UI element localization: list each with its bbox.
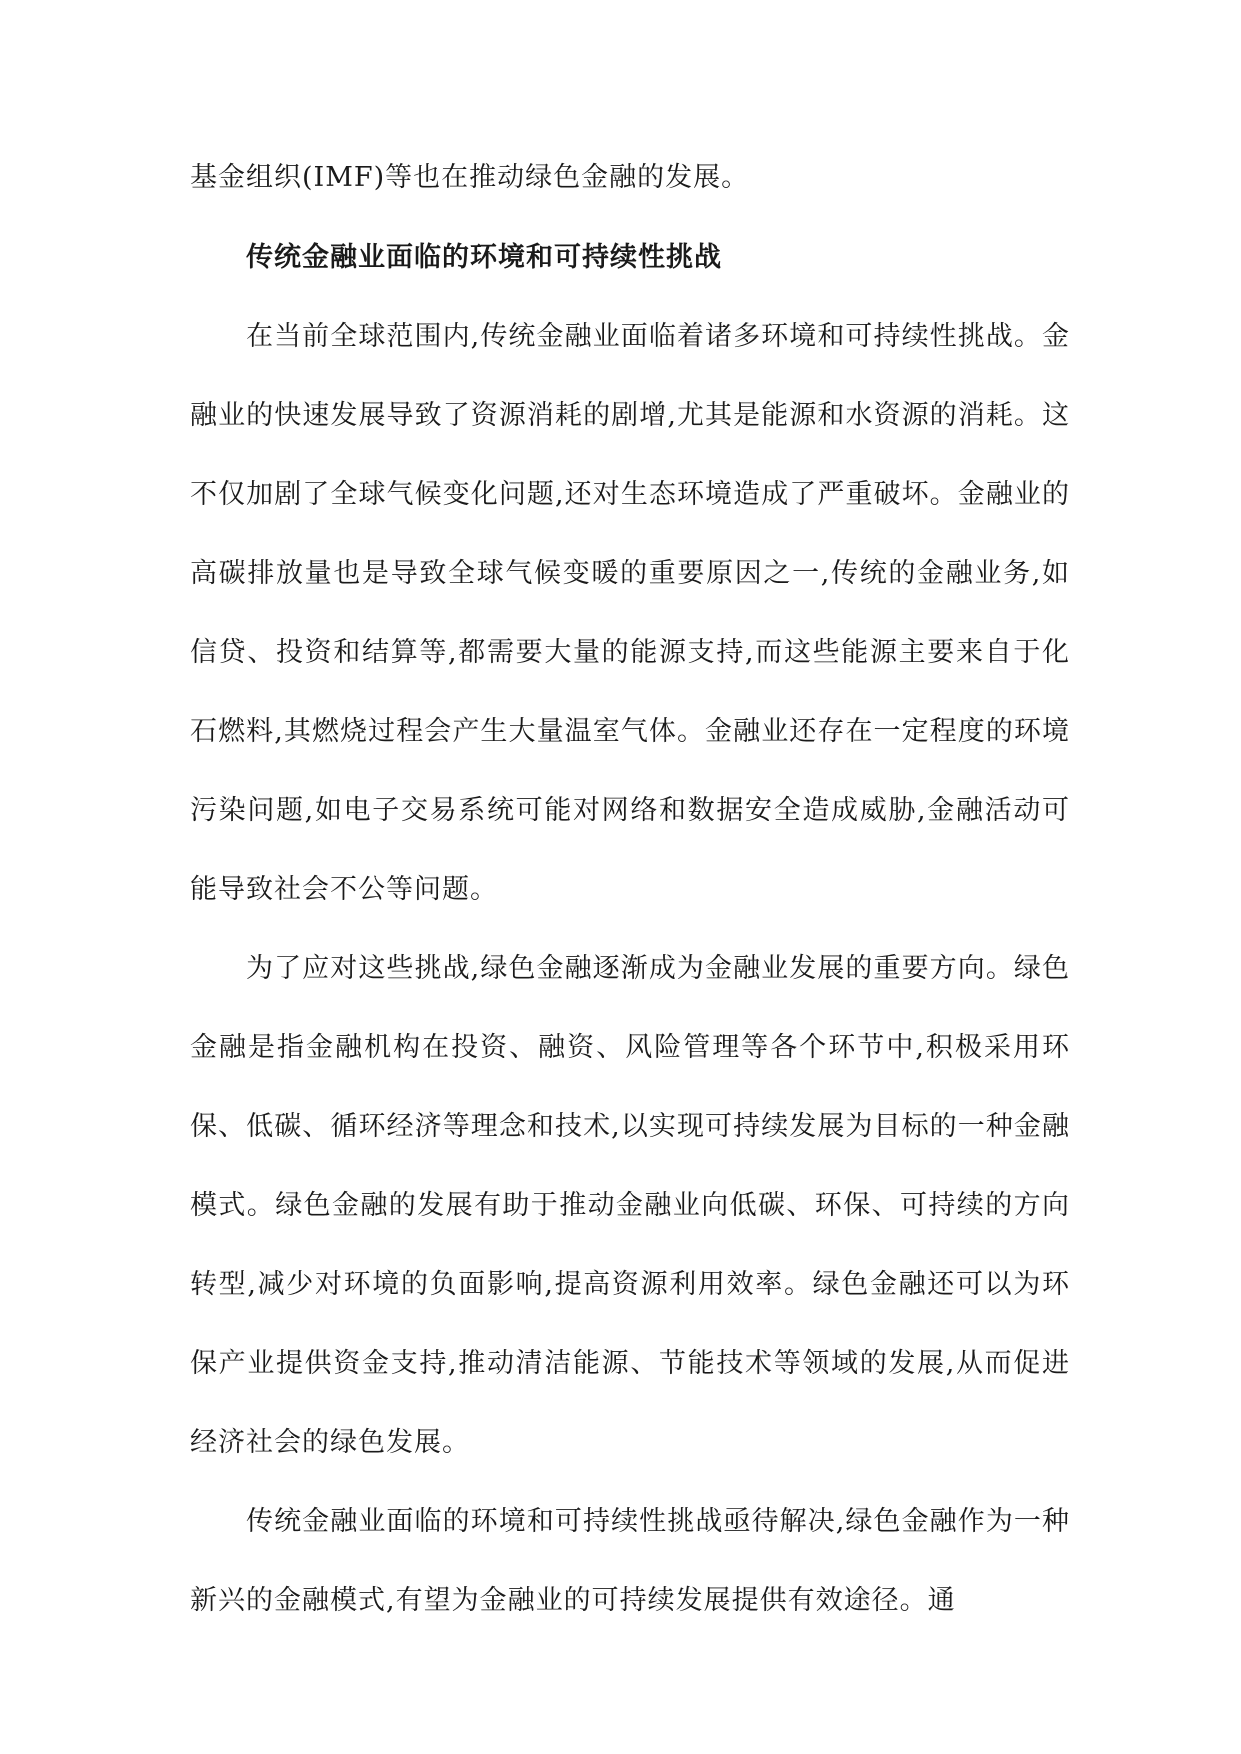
document-body	[190, 138, 1070, 1640]
body-paragraph-2: 为了应对这些挑战,绿色金融逐渐成为金融业发展的重要方向。绿色金融是指金融机构在投资、融资、风险管理等各个环节中,积极采用环保、低碳、循环经济等理念和技术,以实现可持续发展为目标的一种金融模式。绿色金融的发展有助于推动金融业向低碳、环保、可持续的方向转型,减少对环境的负面影响,提高资源利用效率。绿色金融还可以为环保产业提供资金支持,推动清洁能源、节能技术等领域的发展,从而促进经济社会的绿色发展。	[190, 953, 1070, 1458]
section-heading: 传统金融业面临的环境和可持续性挑战	[246, 242, 722, 273]
continued-paragraph: 基金组织(IMF)等也在推动绿色金融的发展。	[190, 162, 750, 193]
body-paragraph-3: 传统金融业面临的环境和可持续性挑战亟待解决,绿色金融作为一种新兴的金融模式,有望为金融业的可持续发展提供有效途径。通	[190, 1506, 1070, 1616]
body-paragraph-1: 在当前全球范围内,传统金融业面临着诸多环境和可持续性挑战。金融业的快速发展导致了资源消耗的剧增,尤其是能源和水资源的消耗。这不仅加剧了全球气候变化问题,还对生态环境造成了严重破坏。金融业的高碳排放量也是导致全球气候变暖的重要原因之一,传统的金融业务,如信贷、投资和结算等,都需要大量的能源支持,而这些能源主要来自于化石燃料,其燃烧过程会产生大量温室气体。金融业还存在一定程度的环境污染问题,如电子交易系统可能对网络和数据安全造成威胁,金融活动可能导致社会不公等问题。	[190, 321, 1070, 905]
